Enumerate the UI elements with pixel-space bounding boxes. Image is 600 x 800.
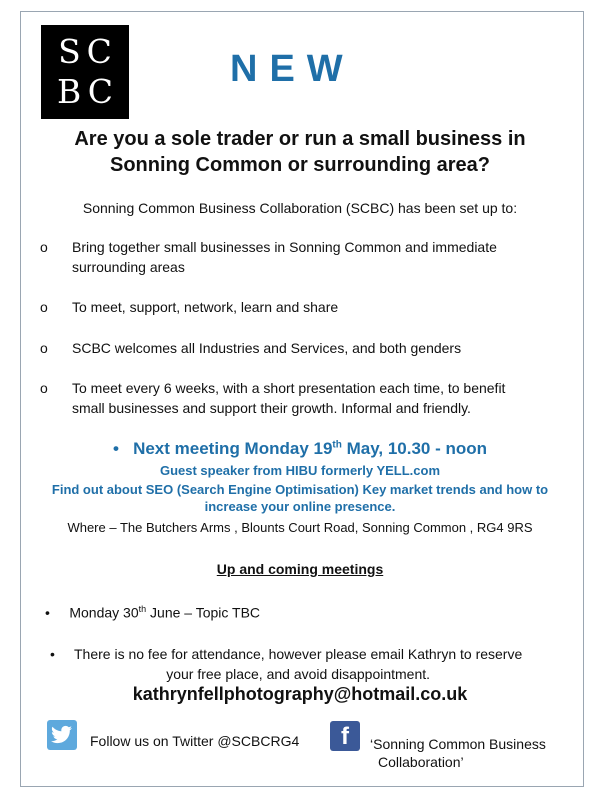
guest-speaker: Guest speaker from HIBU formerly YELL.com <box>159 463 441 478</box>
scbc-logo <box>41 25 129 119</box>
bullet: • <box>112 439 119 458</box>
upcoming-item <box>45 599 260 623</box>
twitter-icon[interactable] <box>47 720 77 750</box>
upcoming-suffix: June – Topic TBC <box>146 604 261 621</box>
bullet: • <box>50 646 55 662</box>
upcoming-sup: th <box>138 604 147 614</box>
list-item-line: To meet, support, network, learn and share <box>72 299 339 315</box>
facebook-line-1: ‘Sonning Common Business <box>370 736 546 752</box>
facebook-line-2: Collaboration’ <box>378 754 464 770</box>
logo-text-bottom: BC <box>56 72 120 111</box>
next-meeting-sup: th <box>332 439 342 451</box>
facebook-page-name <box>370 735 580 771</box>
list-marker: o <box>40 299 48 315</box>
list-item-line: To meet every 6 weeks, with a short presentation each time, to benefit <box>72 380 506 396</box>
bullet: • <box>45 604 50 621</box>
headline <box>60 126 540 178</box>
headline-line-2: Sonning Common or surrounding area? <box>110 154 490 176</box>
seo-topic-line-2: increase your online presence. <box>204 499 396 514</box>
list-item-line: small businesses and support their growth. Informal and friendly. <box>72 400 471 416</box>
fee-item <box>50 644 522 684</box>
next-meeting-prefix: Next meeting Monday 19 <box>133 439 333 458</box>
next-meeting-suffix: May, 10.30 - noon <box>341 439 488 458</box>
fee-line-2: your free place, and avoid disappointment. <box>166 666 431 682</box>
list-marker: o <box>40 380 48 396</box>
logo-text-top: SC <box>58 32 118 71</box>
facebook-icon[interactable]: f <box>330 721 360 751</box>
list-item-line: SCBC welcomes all Industries and Services, and both genders <box>72 340 462 356</box>
fee-line-1: There is no fee for attendance, however please email Kathryn to reserve <box>74 646 523 662</box>
seo-topic-line-1: Find out about SEO (Search Engine Optimisation) Key market trends and how to <box>51 482 549 497</box>
upcoming-prefix: Monday 30 <box>69 604 139 621</box>
new-heading: NEW <box>230 48 355 90</box>
contact-email[interactable]: kathrynfellphotography@hotmail.co.uk <box>132 684 468 704</box>
list-marker: o <box>40 239 48 255</box>
twitter-follow-text: Follow us on Twitter @SCBCRG4 <box>90 733 300 749</box>
list-marker: o <box>40 340 48 356</box>
seo-topic <box>40 481 560 515</box>
venue-text: Where – The Butchers Arms , Blounts Court Road, Sonning Common , RG4 9RS <box>67 520 533 535</box>
headline-line-1: Are you a sole trader or run a small business in <box>74 128 526 150</box>
intro-text: Sonning Common Business Collaboration (SCBC) has been set up to: <box>82 200 518 216</box>
list-item-line: surrounding areas <box>72 259 185 275</box>
list-item-line: Bring together small businesses in Sonning Common and immediate <box>72 239 497 255</box>
upcoming-heading: Up and coming meetings <box>216 561 384 577</box>
next-meeting <box>0 439 600 459</box>
